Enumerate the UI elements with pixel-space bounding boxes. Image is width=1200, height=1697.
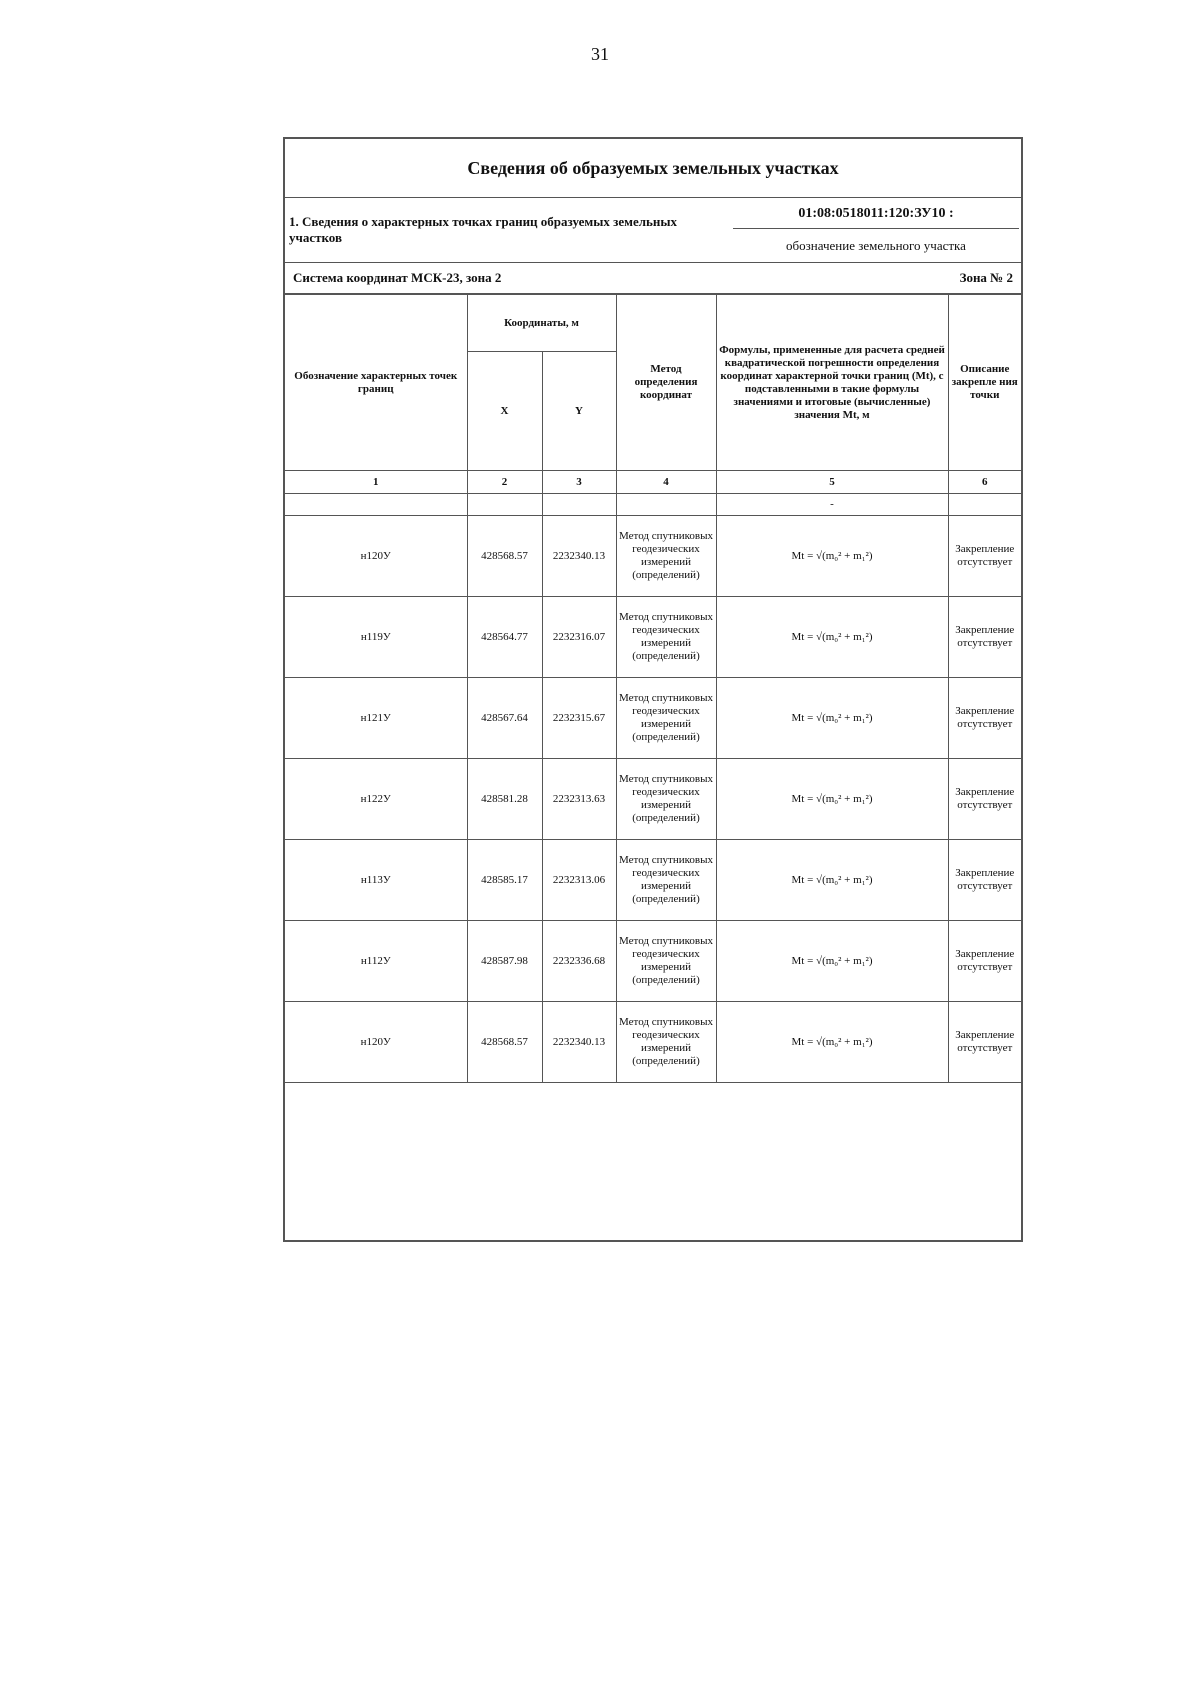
- coordinate-x: 428585.17: [467, 840, 542, 921]
- section-header: [285, 198, 1021, 263]
- description-cell: Закрепление отсутствует: [948, 1002, 1021, 1083]
- description-cell: Закрепление отсутствует: [948, 921, 1021, 1002]
- point-designation: н122У: [285, 759, 467, 840]
- coordinate-y: 2232315.67: [542, 678, 616, 759]
- coordinate-system: Система координат МСК-23, зона 2: [293, 270, 502, 285]
- table-row: [285, 921, 1021, 1002]
- section-heading: 1. Сведения о характерных точках границ образуемых земельных участков: [289, 214, 678, 245]
- document-frame: [283, 137, 1023, 1242]
- point-designation: н113У: [285, 840, 467, 921]
- parcel-underline: [733, 228, 1019, 229]
- empty-formula-cell: -: [716, 494, 948, 516]
- coordinate-y: 2232336.68: [542, 921, 616, 1002]
- parcel-number: 01:08:0518011:120:ЗУ10 :: [798, 206, 954, 221]
- coordinate-system-row: [285, 263, 1021, 294]
- coordinate-x: 428587.98: [467, 921, 542, 1002]
- header-designation: Обозначение характерных точек границ: [285, 295, 467, 471]
- empty-cell: [948, 494, 1021, 516]
- coordinate-y: 2232313.63: [542, 759, 616, 840]
- points-rows: [285, 516, 1021, 1083]
- formula-cell: Mt = √(m₀² + m₁²): [716, 516, 948, 597]
- formula-cell: Mt = √(m₀² + m₁²): [716, 597, 948, 678]
- column-numbers-row: [285, 471, 1021, 494]
- header-formulas: Формулы, примененные для расчета средней квадратической погрешности определения координат характерной точки границ (Mt), с подставленными в такие формулы значениями и итоговые (вычисленные) значения Mt, м: [716, 295, 948, 471]
- page-number: 31: [591, 44, 609, 64]
- method-cell: Метод спутниковых геодезических измерений (определений): [616, 516, 716, 597]
- table-row: [285, 678, 1021, 759]
- column-number: 5: [716, 471, 948, 494]
- coordinate-y: 2232340.13: [542, 516, 616, 597]
- empty-cell: [285, 494, 467, 516]
- column-number: 2: [467, 471, 542, 494]
- formula-cell: Mt = √(m₀² + m₁²): [716, 678, 948, 759]
- method-cell: Метод спутниковых геодезических измерений (определений): [616, 921, 716, 1002]
- parcel-caption: обозначение земельного участка: [786, 238, 966, 253]
- coordinate-x: 428568.57: [467, 1002, 542, 1083]
- table-row: [285, 516, 1021, 597]
- point-designation: н120У: [285, 1002, 467, 1083]
- empty-cell: [542, 494, 616, 516]
- method-cell: Метод спутниковых геодезических измерений (определений): [616, 759, 716, 840]
- parcel-box: [731, 198, 1021, 262]
- method-cell: Метод спутниковых геодезических измерений (определений): [616, 840, 716, 921]
- table-row: [285, 840, 1021, 921]
- column-number: 3: [542, 471, 616, 494]
- point-designation: н120У: [285, 516, 467, 597]
- coordinate-y: 2232313.06: [542, 840, 616, 921]
- formula-cell: Mt = √(m₀² + m₁²): [716, 1002, 948, 1083]
- method-cell: Метод спутниковых геодезических измерений (определений): [616, 597, 716, 678]
- coordinate-x: 428564.77: [467, 597, 542, 678]
- point-designation: н112У: [285, 921, 467, 1002]
- description-cell: Закрепление отсутствует: [948, 678, 1021, 759]
- formula-cell: Mt = √(m₀² + m₁²): [716, 840, 948, 921]
- document-title: Сведения об образуемых земельных участках: [285, 139, 1021, 198]
- column-number: 4: [616, 471, 716, 494]
- coordinate-x: 428581.28: [467, 759, 542, 840]
- method-cell: Метод спутниковых геодезических измерений (определений): [616, 1002, 716, 1083]
- table-row: [285, 759, 1021, 840]
- coordinate-y: 2232340.13: [542, 1002, 616, 1083]
- method-cell: Метод спутниковых геодезических измерений (определений): [616, 678, 716, 759]
- points-table: [285, 294, 1021, 1083]
- description-cell: Закрепление отсутствует: [948, 597, 1021, 678]
- empty-row: [285, 494, 1021, 516]
- table-header-row: [285, 295, 1021, 352]
- column-number: 6: [948, 471, 1021, 494]
- table-row: [285, 597, 1021, 678]
- coordinate-x: 428567.64: [467, 678, 542, 759]
- description-cell: Закрепление отсутствует: [948, 840, 1021, 921]
- header-y: Y: [542, 352, 616, 471]
- zone-label: Зона № 2: [959, 270, 1013, 285]
- column-number: 1: [285, 471, 467, 494]
- empty-cell: [467, 494, 542, 516]
- header-x: X: [467, 352, 542, 471]
- header-description: Описание закрепле ния точки: [948, 295, 1021, 471]
- empty-cell: [616, 494, 716, 516]
- point-designation: н121У: [285, 678, 467, 759]
- header-coordinates: Координаты, м: [467, 295, 616, 352]
- description-cell: Закрепление отсутствует: [948, 516, 1021, 597]
- point-designation: н119У: [285, 597, 467, 678]
- header-method: Метод определения координат: [616, 295, 716, 471]
- description-cell: Закрепление отсутствует: [948, 759, 1021, 840]
- formula-cell: Mt = √(m₀² + m₁²): [716, 921, 948, 1002]
- table-row: [285, 1002, 1021, 1083]
- formula-cell: Mt = √(m₀² + m₁²): [716, 759, 948, 840]
- coordinate-y: 2232316.07: [542, 597, 616, 678]
- coordinate-x: 428568.57: [467, 516, 542, 597]
